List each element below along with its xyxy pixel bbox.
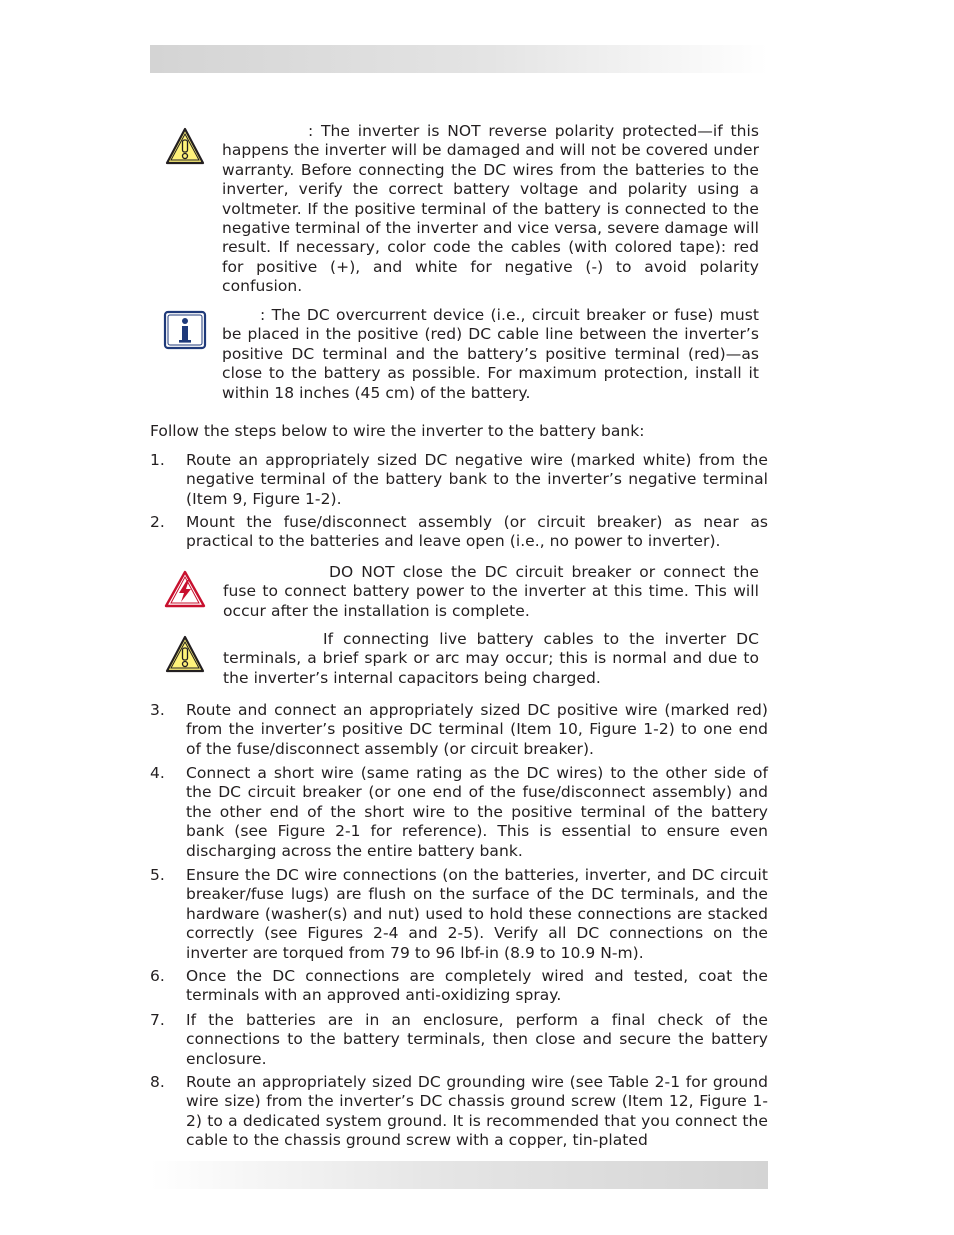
warning-text: DO NOT close the DC circuit breaker or connect the fuse to connect battery power to the inverter at this time. This will occur after the installation is complete. bbox=[223, 563, 759, 620]
step-number: 4. bbox=[150, 764, 165, 782]
step-text: Once the DC connections are completely wired and tested, coat the terminals with an approved anti-oxidizing spray. bbox=[186, 967, 768, 1005]
step-number: 3. bbox=[150, 701, 165, 719]
step-number: 1. bbox=[150, 451, 165, 469]
step-number: 7. bbox=[150, 1011, 165, 1029]
step-number: 8. bbox=[150, 1073, 165, 1091]
caution-notice bbox=[150, 122, 768, 298]
caution-notice bbox=[150, 630, 768, 690]
info-icon bbox=[163, 310, 207, 354]
step-number: 2. bbox=[150, 513, 165, 531]
step-text: Route an appropriately sized DC negative wire (marked white) from the negative terminal of the battery bank to the inverter’s negative terminal (Item 9, Figure 1-2). bbox=[186, 451, 768, 508]
step-number: 5. bbox=[150, 866, 165, 884]
step-number: 6. bbox=[150, 967, 165, 985]
caution-triangle-icon bbox=[164, 126, 206, 170]
shock-hazard-icon bbox=[163, 569, 207, 613]
step-text: Route and connect an appropriately sized DC positive wire (marked red) from the inverter’s positive DC terminal (Item 10, Figure 1-2) to one end of the fuse/disconnect assembly (or circuit breaker). bbox=[186, 701, 768, 758]
step-text: Ensure the DC wire connections (on the batteries, inverter, and DC circuit breaker/fuse lugs) are flush on the surface of the DC terminals, and the hardware (washer(s) and nut) used to hold these connections are stacked correctly (see Figures 2-4 and 2-5). Verify all DC connections on the inverter are torqued from 79 to 96 lbf-in (8.9 to 10.9 N-m). bbox=[186, 866, 768, 962]
step-text: Mount the fuse/disconnect assembly (or circuit breaker) as near as practical to the batteries and leave open (i.e., no power to inverter). bbox=[186, 513, 768, 551]
info-text: : The DC overcurrent device (i.e., circuit breaker or fuse) must be placed in the positive (red) DC cable line between the inverter’s positive DC terminal and the battery’s positive terminal (red)—as close to the battery as possible. For maximum protection, install it within 18 inches (45 cm) of the battery. bbox=[222, 306, 759, 402]
footer-band bbox=[150, 1161, 768, 1189]
caution-text: If connecting live battery cables to the inverter DC terminals, a brief spark or arc may occur; this is normal and due to the inverter’s internal capacitors being charged. bbox=[223, 630, 759, 687]
step-text: If the batteries are in an enclosure, perform a final check of the connections to the battery terminals, then close and secure the battery enclosure. bbox=[186, 1011, 768, 1068]
caution-triangle-icon bbox=[164, 634, 206, 678]
header-band bbox=[150, 45, 768, 73]
info-notice bbox=[150, 306, 768, 406]
warning-notice bbox=[150, 563, 768, 623]
caution-text: : The inverter is NOT reverse polarity protected—if this happens the inverter will be damaged and will not be covered under warranty. Before connecting the DC wires from the batteries to the inverter, verify the correct battery voltage and polarity using a voltmeter. If the positive terminal of the battery is connected to the negative terminal of the inverter and vice versa, severe damage will result. If necessary, color code the cables (with colored tape): red for positive (+), and white for negative (-) to avoid polarity confusion. bbox=[222, 122, 759, 296]
intro-paragraph: Follow the steps below to wire the inverter to the battery bank: bbox=[150, 422, 645, 440]
step-text: Route an appropriately sized DC grounding wire (see Table 2-1 for ground wire size) from the inverter’s DC chassis ground screw (Item 12, Figure 1-2) to a dedicated system ground. It is recommended that you connect the cable to the chassis ground screw with a copper, tin-plated bbox=[186, 1073, 768, 1150]
step-text: Connect a short wire (same rating as the DC wires) to the other side of the DC circuit breaker (or one end of the fuse/disconnect assembly) and the other end of the short wire to the positive terminal of the battery bank (see Figure 2-1 for reference). This is essential to ensure even discharging across the entire battery bank. bbox=[186, 764, 768, 860]
